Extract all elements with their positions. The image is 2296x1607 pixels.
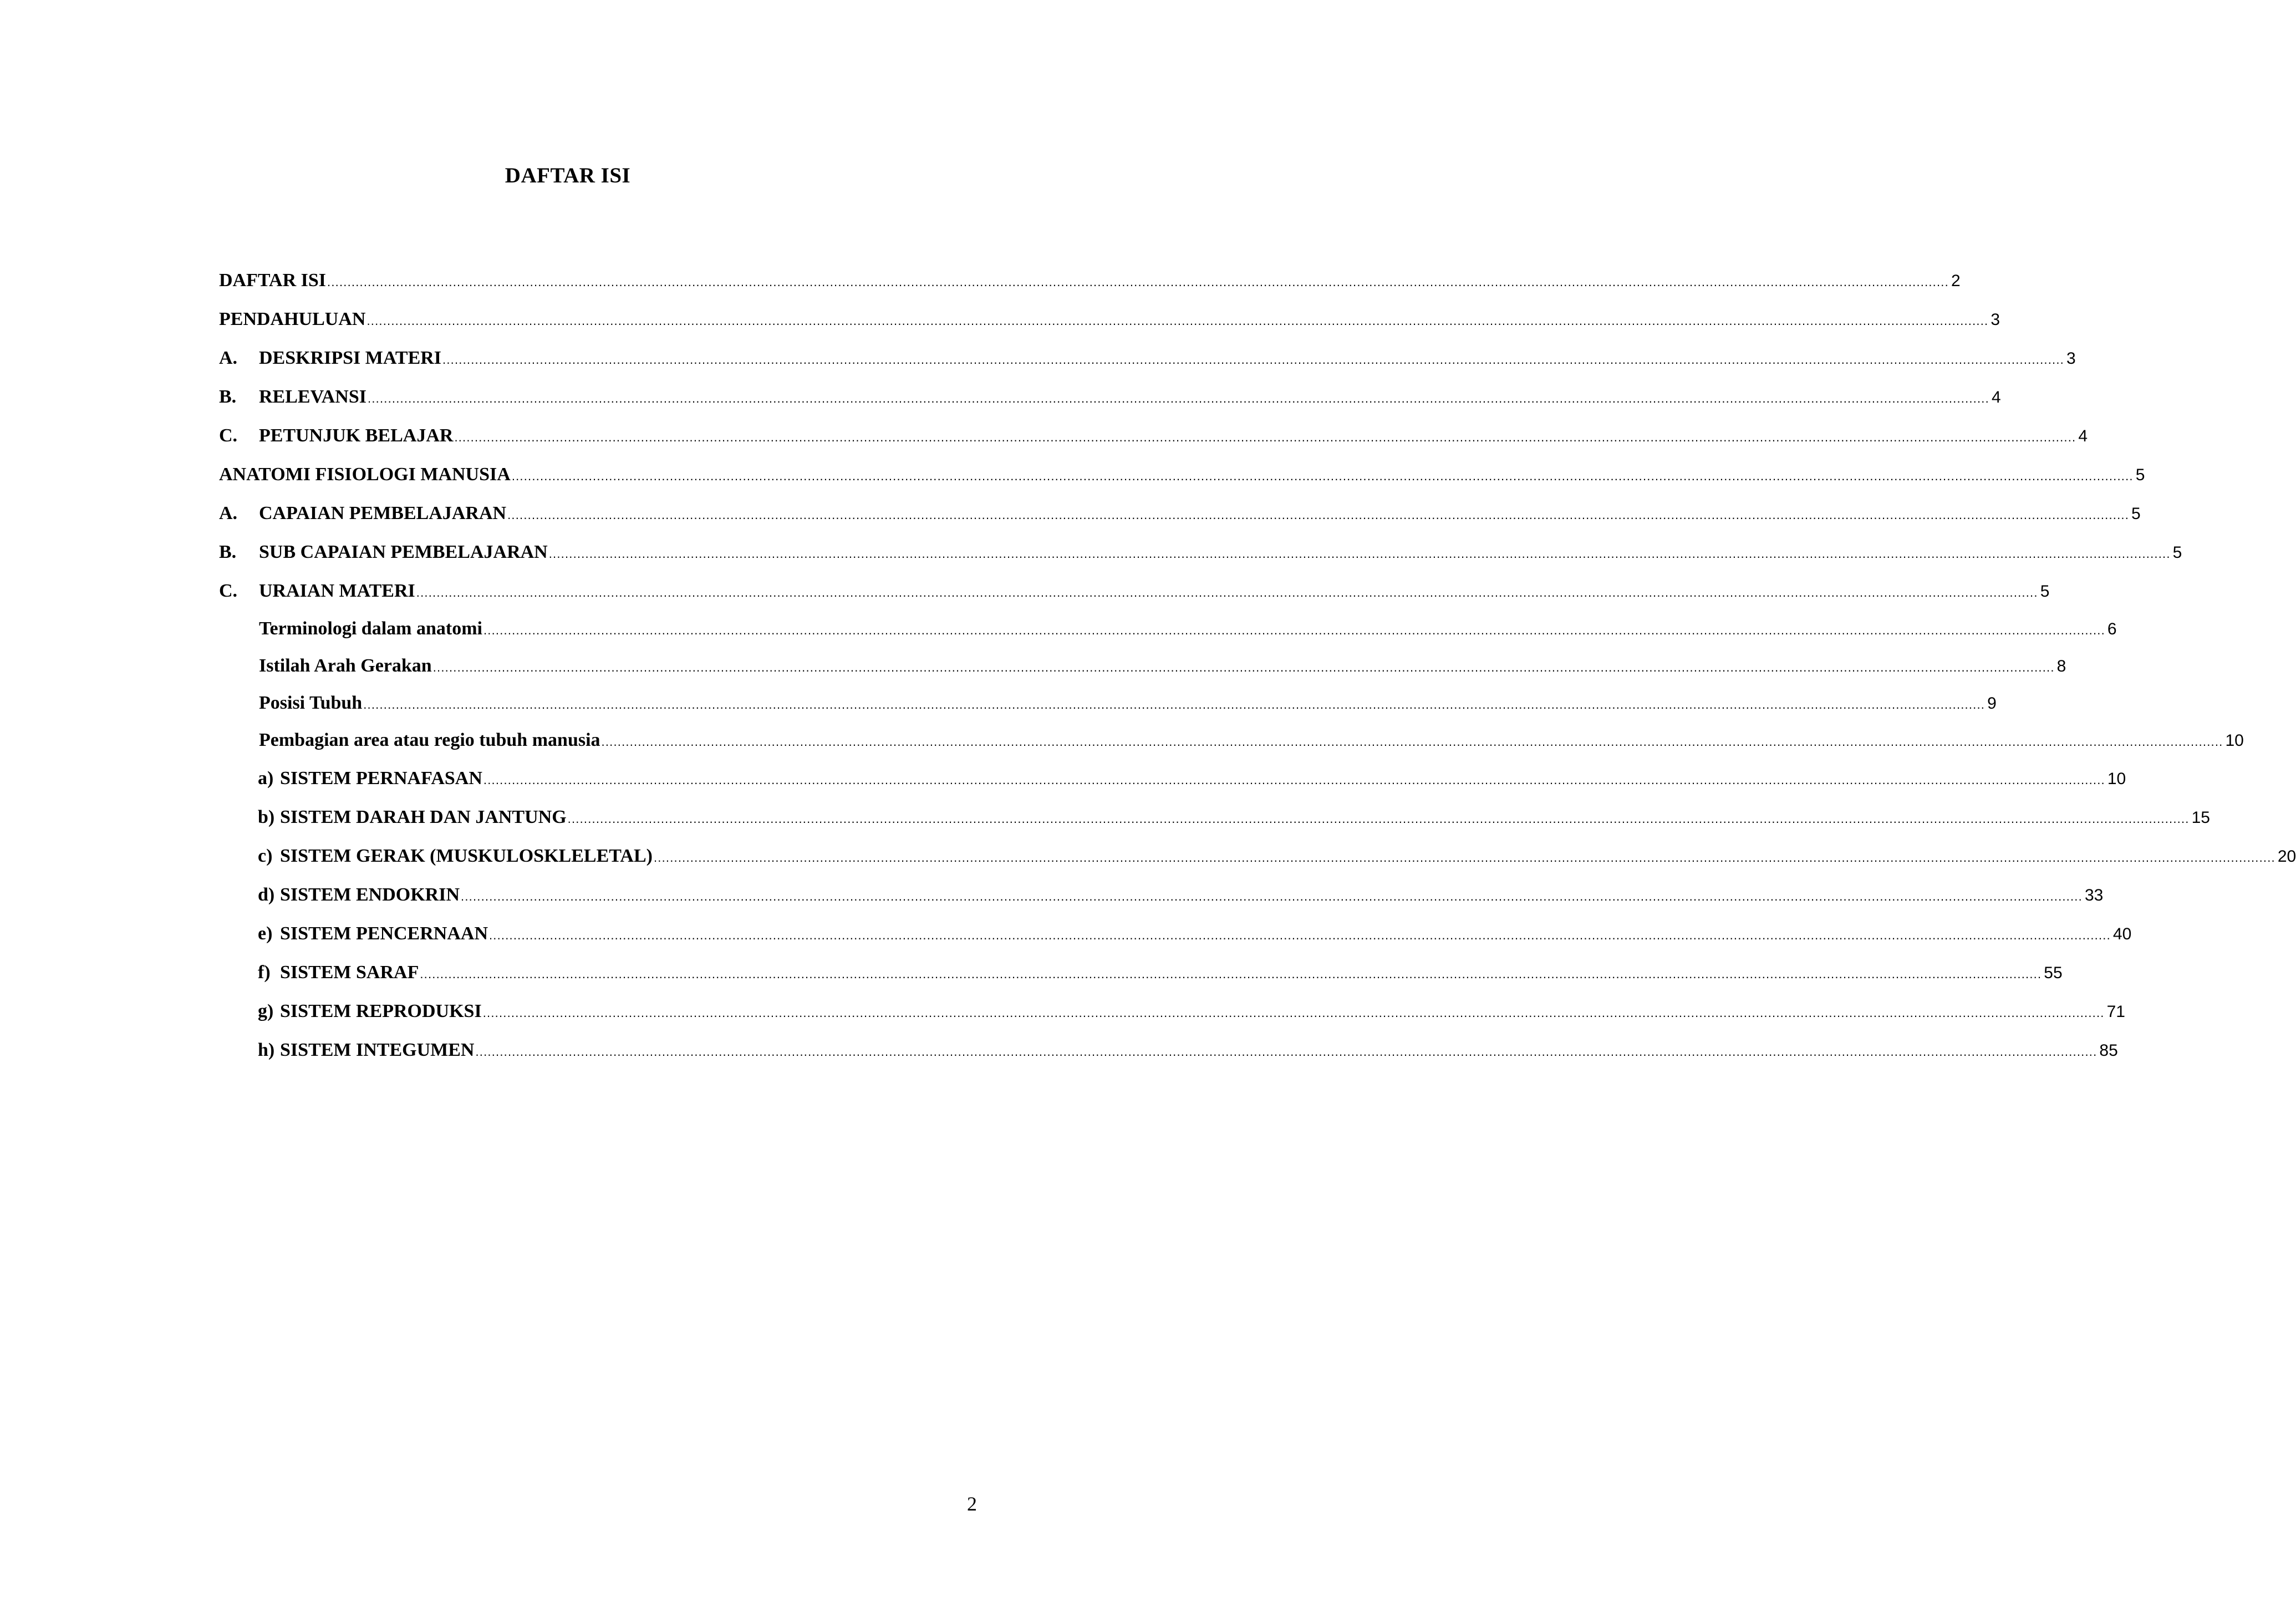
toc-entry-anatomi-fisiologi-manusia[interactable] [219,462,2145,487]
toc-leader-dots: ................................................................................................................................................................................................................................................................................................................................................................................................................ [420,967,2042,981]
toc-entry-sistem-darah-dan-jantung[interactable] [258,805,2210,830]
toc-entry-petunjuk-belajar[interactable] [219,424,2088,448]
toc-entry-prefix: B. [219,542,237,562]
toc-entry-title: Posisi Tubuh [259,693,363,713]
toc-entry-pembagian-area[interactable] [259,728,2244,752]
toc-entry-title: Pembagian area atau regio tubuh manusia [259,730,600,750]
toc-leader-dots: ................................................................................................................................................................................................................................................................................................................................................................................................................ [475,1045,2098,1059]
toc-entry-page: 71 [2106,1003,2125,1021]
toc-entry-page: 4 [1991,388,2001,406]
toc-entry-sistem-saraf[interactable] [258,960,2063,985]
toc-entry-istilah-arah-gerakan[interactable] [259,654,2066,678]
toc-leader-dots: ................................................................................................................................................................................................................................................................................................................................................................................................................ [454,430,2076,444]
toc-leader-dots: ................................................................................................................................................................................................................................................................................................................................................................................................................ [483,773,2105,787]
toc-entry-sistem-pencernaan[interactable] [258,922,2132,946]
toc-entry-page: 9 [1987,694,1997,713]
toc-entry-title: ANATOMI FISIOLOGI MANUSIA [219,464,511,485]
toc-entry-page: 5 [2131,505,2141,523]
toc-leader-dots: ................................................................................................................................................................................................................................................................................................................................................................................................................ [461,889,2083,903]
toc-entry-title: DAFTAR ISI [219,270,327,291]
toc-leader-dots: ................................................................................................................................................................................................................................................................................................................................................................................................................ [327,275,1949,289]
toc-entry-prefix: f) [258,962,271,983]
toc-entry-pendahuluan[interactable] [219,307,2000,332]
page-number: 2 [967,1493,977,1515]
toc-leader-dots: ................................................................................................................................................................................................................................................................................................................................................................................................................ [366,314,1989,328]
toc-entry-page: 6 [2107,620,2117,638]
toc-entry-prefix: C. [219,581,238,601]
toc-entry-prefix: c) [258,846,273,866]
toc-leader-dots: ................................................................................................................................................................................................................................................................................................................................................................................................................ [548,547,2171,561]
toc-leader-dots: ................................................................................................................................................................................................................................................................................................................................................................................................................ [511,469,2134,483]
toc-entry-prefix: b) [258,807,275,827]
toc-entry-sistem-pernafasan[interactable] [258,766,2126,791]
toc-entry-title: SISTEM GERAK (MUSKULOSKLELETAL) [280,846,653,866]
toc-entry-title: SISTEM INTEGUMEN [280,1040,475,1060]
toc-leader-dots: ................................................................................................................................................................................................................................................................................................................................................................................................................ [442,353,2064,367]
toc-entry-deskripsi-materi[interactable] [219,346,2076,370]
toc-entry-title: URAIAN MATERI [259,581,415,601]
toc-entry-page: 10 [2107,770,2126,788]
toc-entry-title: DESKRIPSI MATERI [259,348,442,368]
toc-entry-capaian-pembelajaran[interactable] [219,501,2141,526]
toc-entry-title: SISTEM PERNAFASAN [280,768,482,789]
toc-leader-dots: ................................................................................................................................................................................................................................................................................................................................................................................................................ [482,1006,2105,1020]
toc-entry-page: 15 [2191,808,2210,827]
toc-leader-dots: ................................................................................................................................................................................................................................................................................................................................................................................................................ [507,508,2130,522]
toc-entry-title: SISTEM DARAH DAN JANTUNG [280,807,567,827]
toc-entry-sub-capaian-pembelajaran[interactable] [219,540,2182,565]
toc-entry-uraian-materi[interactable] [219,579,2050,603]
toc-entry-relevansi[interactable] [219,385,2001,409]
toc-entry-title: CAPAIAN PEMBELAJARAN [259,503,507,523]
toc-leader-dots: ................................................................................................................................................................................................................................................................................................................................................................................................................ [483,623,2105,637]
toc-entry-prefix: g) [258,1001,274,1021]
toc-leader-dots: ................................................................................................................................................................................................................................................................................................................................................................................................................ [601,735,2223,749]
toc-entry-page: 5 [2135,466,2145,484]
toc-entry-sistem-integumen[interactable] [258,1038,2118,1062]
toc-leader-dots: ................................................................................................................................................................................................................................................................................................................................................................................................................ [363,698,1986,711]
toc-entry-page: 40 [2112,925,2132,943]
toc-entry-title: SISTEM REPRODUKSI [280,1001,482,1021]
toc-entry-title: SISTEM ENDOKRIN [280,884,460,905]
toc-entry-page: 20 [2277,847,2296,866]
toc-entry-posisi-tubuh[interactable] [259,691,1997,715]
toc-entry-prefix: C. [219,425,238,446]
toc-entry-prefix: A. [219,503,238,523]
toc-entry-page: 85 [2099,1041,2118,1060]
toc-entry-page: 33 [2084,886,2104,904]
toc-entry-title: SUB CAPAIAN PEMBELAJARAN [259,542,548,562]
toc-entry-title: Terminologi dalam anatomi [259,618,482,639]
toc-entry-title: RELEVANSI [259,387,367,407]
toc-entry-daftar-isi[interactable] [219,268,1961,293]
toc-entry-title: PENDAHULUAN [219,309,366,329]
toc-entry-prefix: d) [258,884,275,905]
toc-entry-prefix: e) [258,923,273,944]
toc-entry-page: 8 [2056,657,2066,675]
toc-entry-page: 3 [2066,349,2076,368]
toc-entry-title: SISTEM PENCERNAAN [280,923,488,944]
toc-entry-page: 4 [2078,427,2088,445]
toc-entry-prefix: B. [219,387,237,407]
toc-entry-prefix: a) [258,768,274,789]
toc-entry-page: 55 [2044,964,2063,982]
toc-leader-dots: ................................................................................................................................................................................................................................................................................................................................................................................................................ [567,812,2190,826]
toc-entry-prefix: A. [219,348,238,368]
page-title: DAFTAR ISI [505,164,631,187]
toc-entry-page: 5 [2172,543,2182,562]
toc-leader-dots: ................................................................................................................................................................................................................................................................................................................................................................................................................ [653,851,2275,864]
toc-entry-page: 3 [1990,311,2000,329]
toc-entry-page: 5 [2040,582,2050,601]
toc-entry-title: SISTEM SARAF [280,962,419,983]
toc-leader-dots: ................................................................................................................................................................................................................................................................................................................................................................................................................ [489,928,2111,942]
toc-leader-dots: ................................................................................................................................................................................................................................................................................................................................................................................................................ [416,586,2038,599]
toc-entry-title: PETUNJUK BELAJAR [259,425,454,446]
toc-entry-page: 10 [2225,731,2244,750]
toc-entry-sistem-endokrin[interactable] [258,883,2104,907]
toc-leader-dots: ................................................................................................................................................................................................................................................................................................................................................................................................................ [368,391,1989,405]
toc-entry-sistem-reproduksi[interactable] [258,999,2125,1024]
toc-entry-title: Istilah Arah Gerakan [259,655,432,676]
toc-entry-prefix: h) [258,1040,275,1060]
toc-entry-terminologi-dalam-anatomi[interactable] [259,617,2117,641]
toc-leader-dots: ................................................................................................................................................................................................................................................................................................................................................................................................................ [432,660,2055,674]
toc-entry-sistem-gerak[interactable] [258,844,2296,868]
toc-entry-page: 2 [1951,272,1961,290]
